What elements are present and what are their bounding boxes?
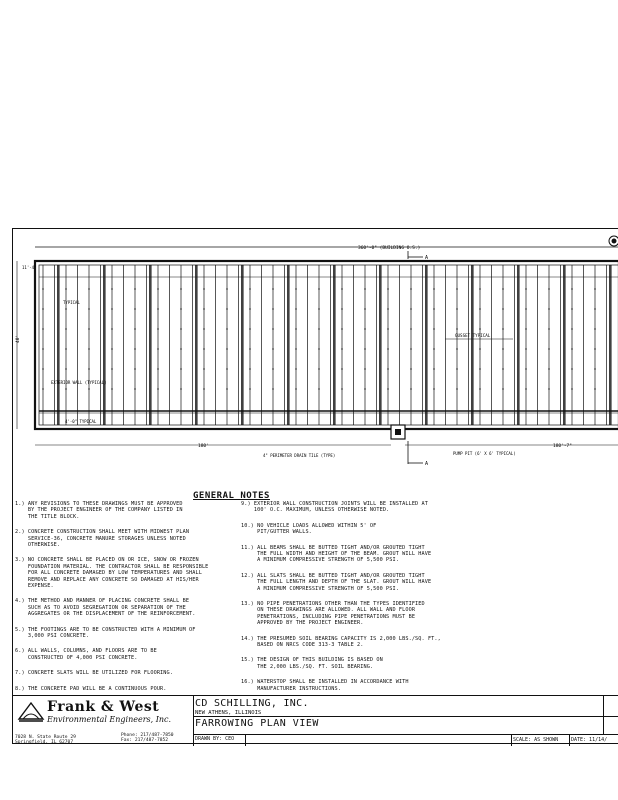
general-note: 8.) THE CONCRETE PAD WILL BE A CONTINUOUS POUR. bbox=[15, 685, 167, 692]
general-note: 5.) THE FOOTINGS ARE TO BE CONSTRUCTED WITH A MINIMUM OF 3,000 PSI CONCRETE. bbox=[15, 626, 196, 639]
general-note: 7.) CONCRETE SLATS WILL BE UTILIZED FOR FLOORING. bbox=[15, 670, 173, 677]
dim-pit: 4'-0" TYPICAL bbox=[65, 419, 97, 424]
general-note: 10.) NO VEHICLE LOADS ALLOWED WITHIN 5' OF PIT/GUTTER WALLS. bbox=[241, 522, 377, 536]
dim-overall: 360'-0" (BUILDING O.S.) bbox=[358, 246, 421, 251]
dim-side: 40' bbox=[16, 334, 21, 343]
dim-bottom-left: 180' bbox=[198, 444, 209, 449]
cell-divider bbox=[569, 734, 570, 746]
dim-bottom-right: 180'-7" bbox=[553, 444, 572, 449]
dim-small: 11'-4" bbox=[22, 265, 37, 270]
label-exterior: EXTERIOR WALL (TYPICAL) bbox=[51, 380, 107, 385]
date: DATE: 11/14/ bbox=[571, 737, 608, 743]
general-note: 13.) NO PIPE PENETRATIONS OTHER THAN THE TYPES IDENTIFIED ON THESE DRAWINGS ARE ALLOWED. ALL WALL AND FLOOR PENETRATIONS, INCLUDING PIPE PENETRATIONS MUST BE APPROVED BY THE PROJECT ENGINEER. bbox=[241, 601, 425, 627]
general-note: 6.) ALL WALLS, COLUMNS, AND FLOORS ARE TO BE CONSTRUCTED OF 4,000 PSI CONCRETE. bbox=[15, 648, 157, 661]
cell-divider bbox=[511, 734, 512, 746]
general-note: 16.) WATERSTOP SHALL BE INSTALLED IN ACCORDANCE WITH MANUFACTURER INSTRUCTIONS. bbox=[241, 679, 409, 692]
client-name: CD SCHILLING, INC. bbox=[195, 698, 309, 709]
drawing-title: FARROWING PLAN VIEW bbox=[195, 718, 319, 729]
general-note: 1.) ANY REVISIONS TO THESE DRAWINGS MUST BE APPROVED BY THE PROJECT ENGINEER OF THE COMPANY LISTED IN THE TITLE BLOCK. bbox=[15, 501, 183, 520]
general-note: 9.) EXTERIOR WALL CONSTRUCTION JOINTS WILL BE INSTALLED AT 100' O.C. MAXIMUM, UNLESS OTHERWISE NOTED. bbox=[241, 501, 428, 514]
general-note: 3.) NO CONCRETE SHALL BE PLACED ON OR ICE, SNOW OR FROZEN FOUNDATION MATERIAL. THE CONTRACTOR SHALL BE RESPONSIBLE FOR ALL CONCRETE DAMAGED BY LOW TEMPERATURES AND SHALL REMOVE AND REPLACE ANY CONCRETE SO DAMAGED AT HIS/HER EXPENSE. bbox=[15, 557, 209, 590]
title-divider bbox=[193, 716, 618, 717]
firm-phone: Phone: 217/487-7850 Fax: 217/487-7852 bbox=[121, 733, 174, 744]
notes-title: GENERAL NOTES bbox=[193, 491, 270, 501]
section-mark-bottom: A bbox=[425, 461, 429, 467]
firm-subtitle: Environmental Engineers, Inc. bbox=[47, 715, 172, 724]
label-drain: 4" PERIMETER DRAIN TILE (TYPE) bbox=[263, 453, 336, 458]
firm-address: 7028 N. State Route 29 Springfield, IL 62707 bbox=[15, 735, 76, 746]
label-pump: PUMP PIT (6' X 6' TYPICAL) bbox=[453, 451, 516, 456]
label-gusset: GUSSET TYPICAL bbox=[455, 333, 491, 338]
revision-column bbox=[603, 696, 604, 734]
firm-block bbox=[13, 696, 194, 746]
general-note: 14.) THE PRESUMED SOIL BEARING CAPACITY IS 2,000 LBS./SQ. FT., BASED ON NRCS CODE 313-3 TABLE 2. bbox=[241, 635, 441, 648]
label-typical: TYPICAL bbox=[63, 300, 80, 305]
firm-logo-icon bbox=[17, 699, 45, 723]
scale: SCALE: AS SHOWN bbox=[513, 737, 559, 743]
drawing-sheet bbox=[12, 228, 618, 744]
title-block bbox=[13, 695, 618, 746]
general-note: 2.) CONCRETE CONSTRUCTION SHALL MEET WITH MIDWEST PLAN SERVICE-36, CONCRETE MANURE STORAGES UNLESS NOTED OTHERWISE. bbox=[15, 529, 190, 548]
cell-divider bbox=[245, 734, 246, 746]
general-note: 11.) ALL BEAMS SHALL BE BUTTED TIGHT AND/OR GROUTED TIGHT THE FULL WIDTH AND HEIGHT OF THE BEAM. GROUT WILL HAVE A MINIMUM COMPRESSIVE STRENGTH OF 5,500 PSI. bbox=[241, 544, 432, 564]
general-note: 4.) THE METHOD AND MANNER OF PLACING CONCRETE SHALL BE SUCH AS TO AVOID SEGREGATION OR SEPARATION OF THE AGGREGATES OR THE DISPLACEMENT OF THE REINFORCEMENT. bbox=[15, 598, 196, 618]
general-note: 15.) THE DESIGN OF THIS BUILDING IS BASED ON THE 2,000 LBS./SQ. FT. SOIL BEARING. bbox=[241, 657, 383, 670]
floor-plan bbox=[13, 229, 618, 479]
project-location: NEW ATHENS, ILLINOIS bbox=[195, 710, 262, 716]
title-divider-2 bbox=[193, 734, 618, 735]
firm-name: Frank & West bbox=[47, 699, 160, 715]
drawn-by: DRAWN BY: CEO bbox=[195, 736, 235, 742]
section-mark-top: A bbox=[425, 255, 429, 261]
general-note: 12.) ALL SLATS SHALL BE BUTTED TIGHT AND/OR GROUTED TIGHT THE FULL LENGTH AND DEPTH OF THE SLAT. GROUT WILL HAVE A MINIMUM COMPRESSIVE STRENGTH OF 5,500 PSI. bbox=[241, 572, 432, 592]
